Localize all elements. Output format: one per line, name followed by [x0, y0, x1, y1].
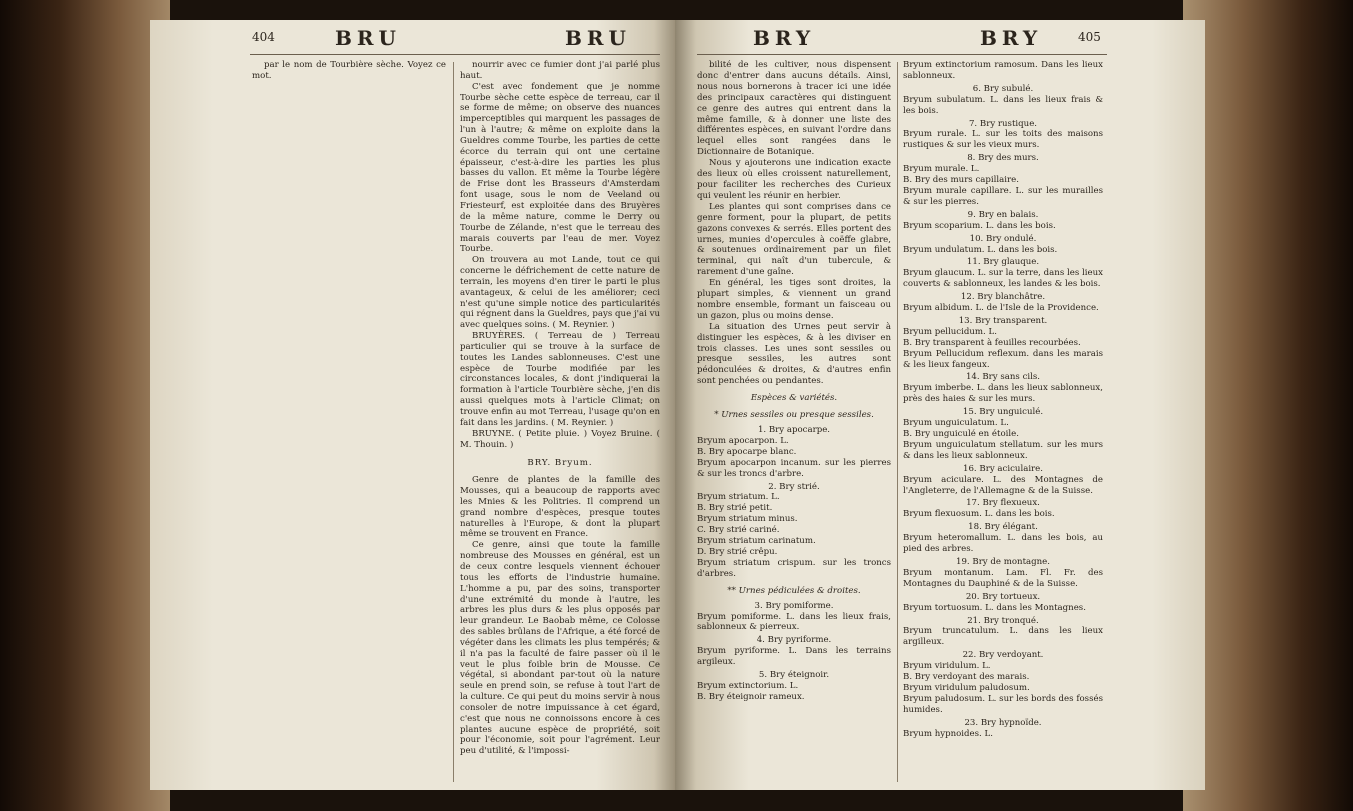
- left-column-2: [460, 60, 660, 757]
- species-number: 18. Bry élégant.: [968, 522, 1038, 533]
- species-entry: Bryum paludosum. L. sur les bords des fossés humides.: [903, 693, 1103, 715]
- species-number: 21. Bry tronqué.: [967, 615, 1039, 626]
- species-entry: B. Bry apocarpe blanc.: [697, 446, 797, 457]
- left-page: [150, 20, 675, 790]
- species-number: 16. Bry aciculaire.: [963, 463, 1043, 474]
- subsection-title: * Urnes sessiles ou presque sessiles.: [714, 410, 874, 421]
- species-entry: Bryum striatum minus.: [697, 514, 798, 525]
- right-running-head-1: BRY: [753, 26, 816, 50]
- paragraph: On trouvera au mot Lande, tout ce qui concerne le défrichement de cette nature de terrain, les moyens d'en tirer le parti le plus avantageux, & celui de les améliorer; ceci n'est qu'une simple notice des particularités qui régnent dans la Gueldres, pays que j'ai vu avec quelques soins. ( M. Reynier. ): [460, 255, 660, 331]
- species-entry: Bryum viridulum. L.: [903, 661, 991, 672]
- paragraph: Ce genre, ainsi que toute la famille nombreuse des Mousses en général, est un de ceux contre lesquels viennent échouer tous les efforts de l'industrie humaine. L'homme a pu, par des soins, transporter d'une extrémité du monde à l'autre, les arbres les plus durs & les plus opposés par leur grandeur. Le Baobab même, ce Colosse des sables brûlans de l'Afrique, a été forcé de végéter dans les climats les plus tempérés; & il n'a pas la faculté de faire passer où il le veut le plus foible brin de Mousse. Ce végétal, si abondant par-tout où la nature seule en prend soin, se refuse à tout l'art de la culture. Ce qui peut du moins servir à nous consoler de notre impuissance à cet égard, c'est que nous ne connoissons encore à ces plantes aucune espèce de propriété, soit pour l'économie, soit pour l'agrément. Leur peu d'utilité, & l'impossi-: [460, 540, 660, 757]
- paragraph: Genre de plantes de la famille des Mousses, qui a beaucoup de rapports avec les Mnies & les Politries. Il comprend un grand nombre d'espèces, presque toutes naturelles à l'Europe, & dont la plupart même se trouvent en France.: [460, 475, 660, 540]
- paragraph: En général, les tiges sont droites, la plupart simples, & viennent un grand nombre ensemble, formant un faisceau ou un gazon, plus ou moins dense.: [697, 278, 891, 321]
- species-entry: Bryum striatum. L.: [697, 492, 780, 503]
- column-divider: [453, 62, 454, 782]
- paragraph: BRUYNE. ( Petite pluie. ) Voyez Bruine. ( M. Thouin. ): [460, 428, 660, 450]
- species-entry: Bryum flexuosum. L. dans les bois.: [903, 509, 1055, 520]
- right-column-2: [903, 60, 1103, 739]
- species-entry: Bryum aciculare. L. des Montagnes de l'Angleterre, de l'Allemagne & de la Suisse.: [903, 474, 1103, 496]
- book-edge-right: [1183, 0, 1353, 811]
- species-entry: Bryum Pellucidum reflexum. dans les marais & les lieux fangeux.: [903, 348, 1103, 370]
- left-running-head-1: BRU: [335, 26, 401, 50]
- species-number: 1. Bry apocarpe.: [757, 425, 831, 435]
- species-number: 6. Bry subulé.: [972, 83, 1034, 94]
- species-number: 9. Bry en balais.: [967, 209, 1039, 220]
- species-entry: Bryum striatum carinatum.: [697, 536, 816, 547]
- species-number: 14. Bry sans cils.: [965, 372, 1041, 383]
- species-number: 7. Bry rustique.: [968, 118, 1038, 129]
- species-number: 20. Bry tortueux.: [965, 591, 1041, 602]
- paragraph: BRUYÈRES. ( Terreau de ) Terreau particulier qui se trouve à la surface de toutes les Landes sablonneuses. C'est une espèce de Tourbe modifiée par les circonstances locales, & dont j'indiquerai la formation à l'article Tourbière sèche, j'en dis aussi quelques mots à l'article Climat; on trouve enfin au mot Terreau, l'usage qu'on en fait dans les jardins. ( M. Reynier. ): [460, 331, 660, 428]
- species-list: [903, 60, 1103, 739]
- paragraph: Les plantes qui sont comprises dans ce genre forment, pour la plupart, de petits gazons convexes & serrés. Elles portent des urnes, munies d'opercules à coëffe glabre, & soutenues ordinairement par un filet terminal, qui naît d'un tubercule, & rarement d'une gaîne.: [697, 201, 891, 278]
- species-entry: Bryum murale. L.: [903, 164, 980, 175]
- right-running-head-2: BRY: [980, 26, 1043, 50]
- paragraph: C'est avec fondement que je nomme Tourbe sèche cette espèce de terreau, car il se forme de même; on observe des nuances imperceptibles qui marquent les passages de l'un à l'autre; & même on exploite dans la Gueldres comme Tourbe, les parties de cette écorce du terrain qui ont une certaine épaisseur, c'est-à-dire les parties les plus basses du vallon. Et même la Tourbe légère de Frise dont les Brasseurs d'Amsterdam font usage, sous le nom de Veeland ou Friesteurf, est exploitée dans des Bruyères de la même nature, comme le Derry ou Tourbe de Zélande, n'est que le terreau des marais couverts par l'eau de mer. Voyez Tourbe.: [460, 81, 660, 255]
- left-column-1: [252, 60, 446, 82]
- species-number: 23. Bry hypnoïde.: [964, 717, 1042, 728]
- species-entry: Bryum extinctorium ramosum. Dans les lieux sablonneux.: [903, 60, 1103, 81]
- species-number: 2. Bry strié.: [768, 481, 820, 492]
- species-number: 12. Bry blanchâtre.: [960, 292, 1046, 303]
- species-entry: B. Bry transparent à feuilles recourbées.: [903, 337, 1081, 348]
- right-page: [675, 20, 1205, 790]
- species-entry: B. Bry éteignoir rameux.: [697, 691, 805, 702]
- species-number: 17. Bry flexueux.: [966, 498, 1040, 509]
- species-entry: B. Bry verdoyant des marais.: [903, 672, 1030, 683]
- species-entry: Bryum striatum crispum. sur les troncs d'arbres.: [697, 557, 891, 579]
- subsection-title: ** Urnes pédiculées & droites.: [727, 585, 861, 596]
- species-entry: B. Bry unguiculé en étoile.: [903, 429, 1019, 439]
- paragraph: La situation des Urnes peut servir à distinguer les espèces, & à les diviser en trois classes. Les unes sont sessiles ou presque sessiles, les autres sont pédonculées & droites, & d'autres enfin sont penchées ou pendantes.: [697, 321, 891, 387]
- species-entry: Bryum imberbe. L. dans les lieux sablonneux, près des haies & sur les murs.: [903, 383, 1103, 405]
- left-folio: 404: [252, 30, 275, 44]
- species-entry: Bryum unguiculatum stellatum. sur les murs & dans les lieux sablonneux.: [903, 439, 1103, 461]
- species-entry: Bryum hypnoides. L.: [903, 728, 993, 739]
- right-folio: 405: [1078, 30, 1101, 44]
- species-entry: B. Bry des murs capillaire.: [903, 175, 1019, 186]
- species-entry: Bryum glaucum. L. sur la terre, dans les lieux couverts & sablonneux, les landes & les bois.: [903, 268, 1103, 290]
- species-entry: Bryum scoparium. L. dans les bois.: [903, 220, 1056, 231]
- species-entry: B. Bry strié petit.: [697, 503, 773, 514]
- book-edge-left: [0, 0, 170, 811]
- species-entry: Bryum viridulum paludosum.: [903, 682, 1030, 693]
- species-list: [697, 425, 891, 580]
- species-entry: Bryum pellucidum. L.: [903, 326, 997, 337]
- species-entry: Bryum apocarpon incanum. sur les pierres & sur les troncs d'arbre.: [697, 457, 891, 479]
- species-number: 19. Bry de montagne.: [955, 556, 1050, 567]
- paragraph: Nous y ajouterons une indication exacte des lieux où elles croissent naturellement, pour faciliter les recherches des Curieux qui veulent les réunir en herbier.: [697, 158, 891, 201]
- species-number: 15. Bry unguiculé.: [962, 407, 1044, 418]
- species-entry: Bryum tortuosum. L. dans les Montagnes.: [903, 602, 1086, 613]
- species-number: 22. Bry verdoyant.: [962, 650, 1044, 661]
- species-entry: C. Bry strié cariné.: [697, 525, 780, 536]
- species-number: 11. Bry glauque.: [966, 257, 1040, 268]
- species-entry: Bryum heteromallum. L. dans les bois, au pied des arbres.: [903, 533, 1103, 555]
- species-entry: Bryum apocarpon. L.: [697, 435, 789, 446]
- species-entry: Bryum extinctorium. L.: [697, 680, 799, 691]
- species-number: 8. Bry des murs.: [967, 153, 1039, 164]
- header-rule: [250, 54, 660, 55]
- species-entry: Bryum rurale. L. sur les toits des maisons rustiques & sur les vieux murs.: [903, 129, 1103, 151]
- species-entry: Bryum montanum. Lam. Fl. Fr. des Montagnes du Dauphiné & de la Suisse.: [903, 567, 1103, 589]
- column-divider: [897, 62, 898, 782]
- species-number: 5. Bry éteignoir.: [758, 670, 830, 681]
- bry-heading: BRY. Bryum.: [527, 458, 593, 469]
- left-running-head-2: BRU: [565, 26, 631, 50]
- species-entry: Bryum albidum. L. de l'Isle de la Providence.: [903, 303, 1099, 314]
- paragraph: bilité de les cultiver, nous dispensent donc d'entrer dans aucuns détails. Ainsi, nous nous bornerons à tracer ici une idée des principaux caractères qui distinguent ce genre des autres qui entrent dans la même famille, & à donner une liste des différentes espèces, en suivant l'ordre dans lequel elles sont rangées dans le Dictionnaire de Botanique.: [697, 60, 891, 158]
- species-entry: D. Bry strié crêpu.: [697, 546, 778, 557]
- species-entry: Bryum truncatulum. L. dans les lieux argilleux.: [903, 626, 1103, 648]
- species-number: 4. Bry pyriforme.: [756, 635, 832, 646]
- species-entry: Bryum pyriforme. L. Dans les terrains argileux.: [697, 646, 891, 668]
- species-entry: Bryum unguiculatum. L.: [903, 418, 1009, 429]
- species-number: 3. Bry pomiforme.: [754, 600, 834, 611]
- species-entry: Bryum murale capillare. L. sur les murailles & sur les pierres.: [903, 185, 1103, 207]
- species-number: 13. Bry transparent.: [958, 315, 1048, 326]
- species-entry: Bryum subulatum. L. dans les lieux frais & les bois.: [903, 94, 1103, 116]
- species-entry: Bryum undulatum. L. dans les bois.: [903, 244, 1058, 255]
- right-column-1: [697, 60, 891, 703]
- species-list: [697, 601, 891, 703]
- header-rule: [697, 54, 1107, 55]
- paragraph: par le nom de Tourbière sèche. Voyez ce mot.: [252, 60, 446, 81]
- paragraph: nourrir avec ce fumier dont j'ai parlé plus haut.: [460, 60, 660, 81]
- species-entry: Bryum pomiforme. L. dans les lieux frais, sablonneux & pierreux.: [697, 611, 891, 633]
- species-number: 10. Bry ondulé.: [969, 233, 1037, 244]
- section-title: Espèces & variétés.: [750, 393, 838, 404]
